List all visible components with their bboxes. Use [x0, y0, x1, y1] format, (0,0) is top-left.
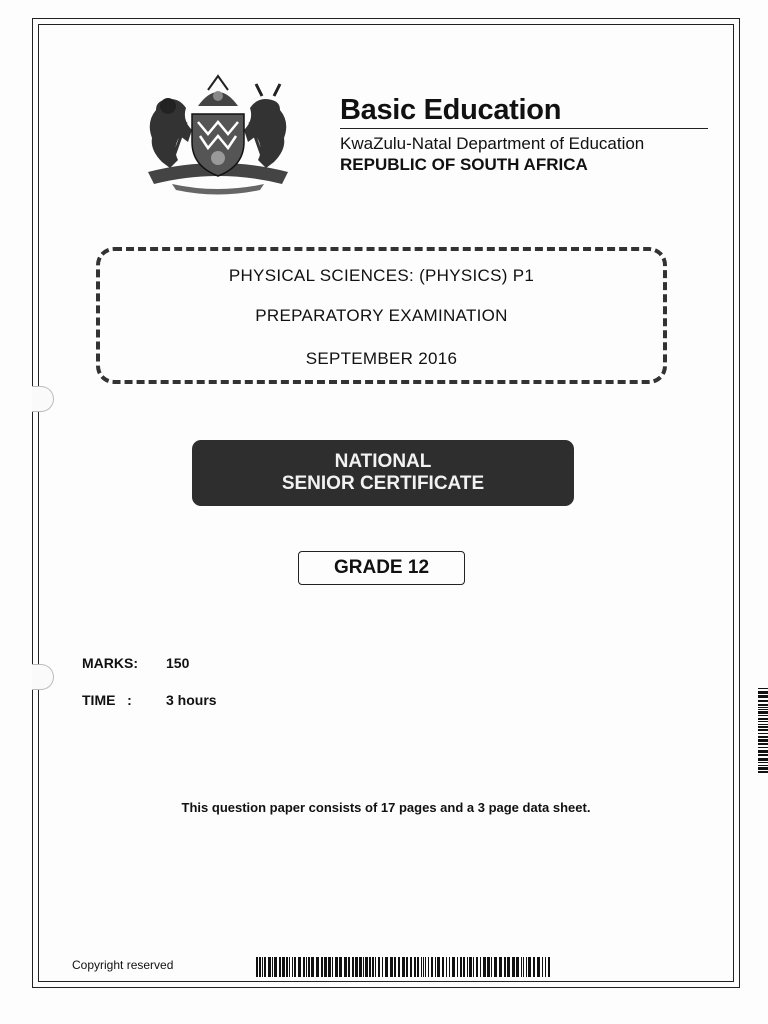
time-label: TIME :	[82, 692, 132, 708]
coat-of-arms-icon	[142, 72, 294, 196]
side-barcode-icon	[758, 688, 768, 776]
department-title: Basic Education	[340, 94, 562, 126]
copyright-notice: Copyright reserved	[72, 958, 174, 972]
certificate-line-2: SENIOR CERTIFICATE	[281, 473, 485, 494]
exam-date: SEPTEMBER 2016	[305, 349, 458, 368]
time-value: 3 hours	[166, 692, 217, 708]
marks-label: MARKS:	[82, 655, 138, 671]
department-subtitle: KwaZulu-Natal Department of Education	[340, 134, 645, 153]
grade-label: GRADE 12	[298, 551, 465, 585]
exam-type: PREPARATORY EXAMINATION	[255, 306, 508, 325]
exam-subject: PHYSICAL SCIENCES: (PHYSICS) P1	[228, 266, 535, 285]
certificate-banner	[192, 440, 574, 506]
department-header	[340, 94, 712, 175]
department-country: REPUBLIC OF SOUTH AFRICA	[340, 155, 588, 174]
barcode-icon	[256, 957, 552, 977]
pages-note: This question paper consists of 17 pages and a 3 page data sheet.	[181, 800, 591, 815]
header-divider	[340, 128, 708, 129]
certificate-line-1: NATIONAL	[334, 451, 432, 472]
marks-value: 150	[166, 655, 190, 671]
